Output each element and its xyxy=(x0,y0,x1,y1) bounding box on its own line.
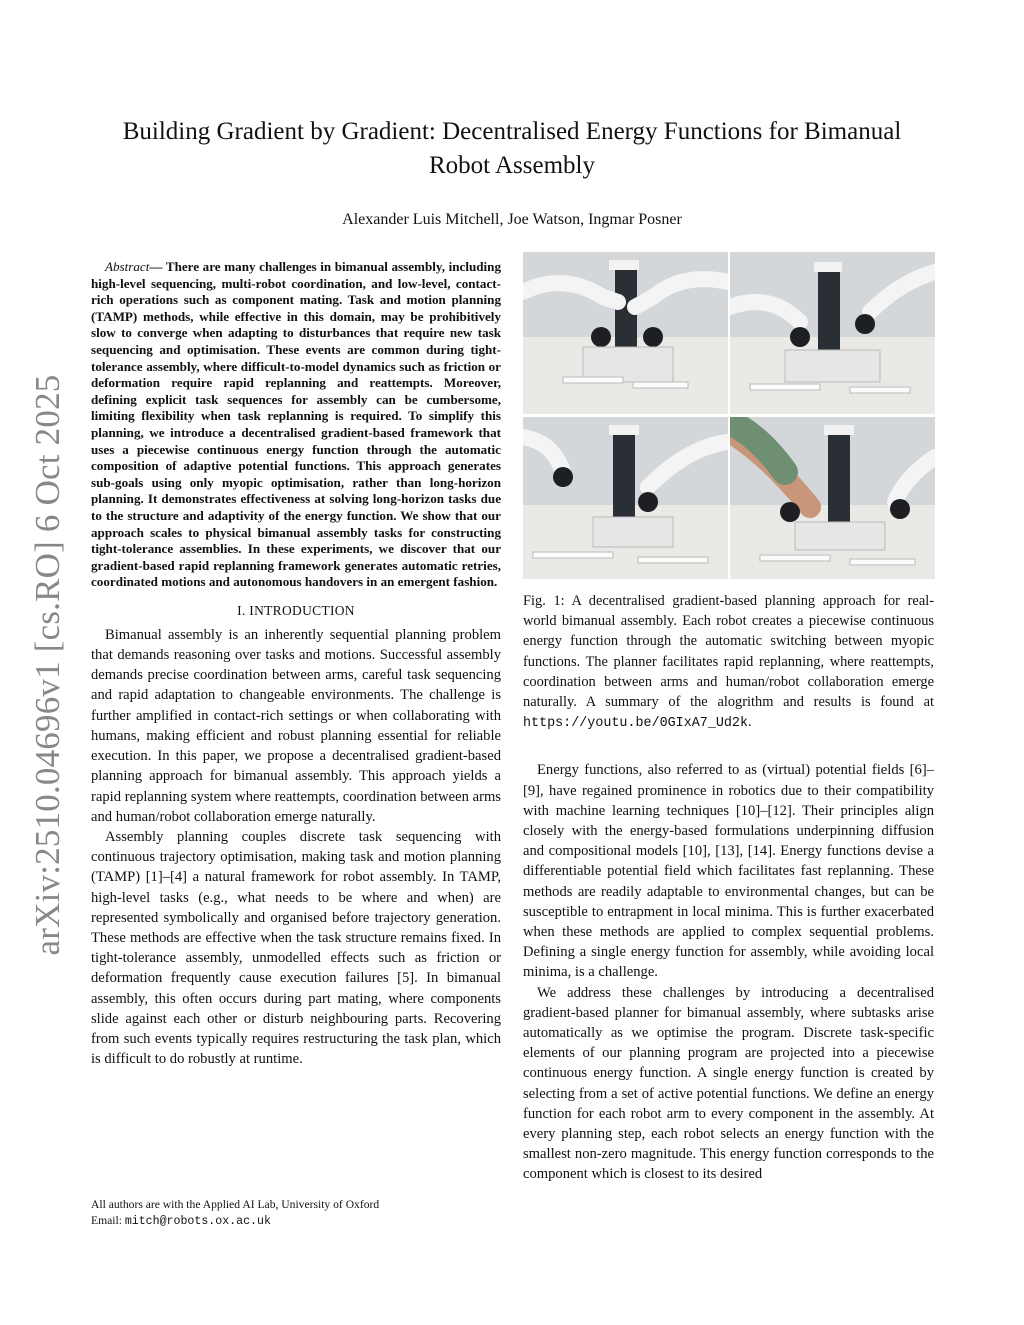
figure-1-caption xyxy=(523,591,934,734)
robot-photo-panel-top-left xyxy=(523,252,728,414)
footnote-email: mitch@robots.ox.ac.uk xyxy=(124,1214,271,1228)
figure-1-photo-grid xyxy=(523,252,935,579)
author-list: Alexander Luis Mitchell, Joe Watson, Ingmar Posner xyxy=(342,211,682,228)
robot-photo-top-left xyxy=(523,252,728,414)
left-column xyxy=(91,259,501,1069)
figure-caption-video-link[interactable]: https://youtu.be/0GIxA7_Ud2k xyxy=(523,716,748,732)
footnote-email-label: Email: xyxy=(91,1213,125,1227)
right-paragraph-2: We address these challenges by introducing a decentralised gradient-based planner for bimanual assembly, where subtasks arise automatically as we optimise the program. Discrete task-specific elements of our planning program are projected into a piecewise continuous energy function. A single energy function is created by selecting from a set of active potential functions. We define an energy function for each robot arm to every component in the assembly. At every planning step, each robot selects an energy function with the smallest non-zero magnitude. This energy function corresponds to the component which is closest to its desired xyxy=(523,984,934,1183)
arxiv-identifier-text: arXiv:2510.04696v1 [cs.RO] 6 Oct 2025 xyxy=(28,374,67,956)
intro-paragraph-2: Assembly planning couples discrete task sequencing with continuous trajectory optimisation, making task and motion planning (TAMP) [1]–[4] a natural framework for robot assembly. In TAMP, high-level tasks (e.g., what needs to be where and when) are represented symbolically and organised before trajectory generation. These methods are effective when the task structure remains fixed. In tight-tolerance assembly, unmodelled effects such as friction or deformation frequently cause execution failures [5]. In bimanual assembly, this often occurs during part mating, where components slide against each other or disturb neighbouring parts. Recovering from such events typically requires restructuring the task plan, which is difficult to do robustly at runtime. xyxy=(91,828,501,1068)
robot-photo-panel-top-right xyxy=(730,252,935,414)
robot-photo-panel-bottom-left xyxy=(523,417,728,579)
abstract-label: Abstract xyxy=(105,259,150,274)
right-column xyxy=(523,252,934,1185)
robot-photo-bottom-left xyxy=(523,417,728,579)
paper-title: Building Gradient by Gradient: Decentralised Energy Functions for Bimanual Robot Assembly xyxy=(122,118,902,179)
footnote-email-line xyxy=(91,1213,501,1230)
right-column-text xyxy=(523,760,934,1184)
footnote-affiliation: All authors are with the Applied AI Lab, University of Oxford xyxy=(91,1198,380,1211)
right-paragraph-1: Energy functions, also referred to as (virtual) potential fields [6]–[9], have regained prominence in robotics due to their compatibility with machine learning techniques [10]–[12]. Their principles align closely with the energy-based formulations underpinning diffusion and compositional models [10], [13], [14]. Energy functions devise a differentiable potential field which facilitates fast replanning. These methods are readily adaptable to environmental changes, but can be susceptible to entrapment in local minima. This is further exacerbated when these methods are applied to complex sequential problems. Defining a single energy function for assembly, while avoiding local minima, is a challenge. xyxy=(523,762,934,981)
footnote xyxy=(91,1197,501,1229)
figure-caption-end: . xyxy=(748,714,752,731)
section-heading-introduction: I. INTRODUCTION xyxy=(237,602,355,618)
abstract xyxy=(91,259,501,591)
abstract-text: — There are many challenges in bimanual assembly, including high-level sequencing, multi-robot coordination, and low-level, contact-rich operations such as component mating. Task and motion planning (TAMP) methods, while effective in this domain, may be prohibitively slow to converge when adapting to disturbances that require new task sequencing and optimisation. These events are common during tight-tolerance assembly, where difficult-to-model dynamics such as friction or deformation require rapid replanning and reattempts. Moreover, defining explicit task sequences for assembly can be cumbersome, limiting flexibility when task replanning is required. To simplify this planning, we introduce a decentralised gradient-based framework that uses a piecewise continuous energy function through the automatic composition of adaptive potential functions. This approach generates sub-goals using only myopic optimisation, rather than long-horizon planning. It demonstrates effectiveness at solving long-horizon tasks due to the structure and adaptivity of the energy function. We show that our approach scales to physical bimanual assembly tasks for constructing tight-tolerance assemblies. In these experiments, we discover that our gradient-based rapid replanning framework generates automatic retries, coordinated motions and autonomous handovers in an emergent fashion. xyxy=(91,259,501,590)
robot-photo-panel-bottom-right xyxy=(730,417,935,579)
robot-photo-bottom-right xyxy=(730,417,935,579)
figure-caption-text: Fig. 1: A decentralised gradient-based planning approach for real-world bimanual assembly. Each robot creates a piecewise continuous energy function through the automatic switching between myopic functions. The planner facilitates rapid replanning, where reattempts, coordination between arms and human/robot collaboration emerge naturally. A summary of the alogrithm and results is found at xyxy=(523,593,934,711)
arxiv-identifier xyxy=(28,374,68,956)
intro-paragraph-1: Bimanual assembly is an inherently sequential planning problem that demands reasoning over tasks and motions. Successful assembly demands precise coordination between arms, careful task sequencing and rapid adaptation to changeable environments. The challenge is further amplified in contact-rich settings or when collaborating with humans, making efficient and robust planning essential for reliable execution. In this paper, we propose a decentralised gradient-based planning approach for bimanual assembly. This approach yields a rapid replanning system where reattempts, coordination between arms and human/robot collaboration emerge naturally. xyxy=(91,626,501,825)
robot-photo-top-right xyxy=(730,252,935,414)
